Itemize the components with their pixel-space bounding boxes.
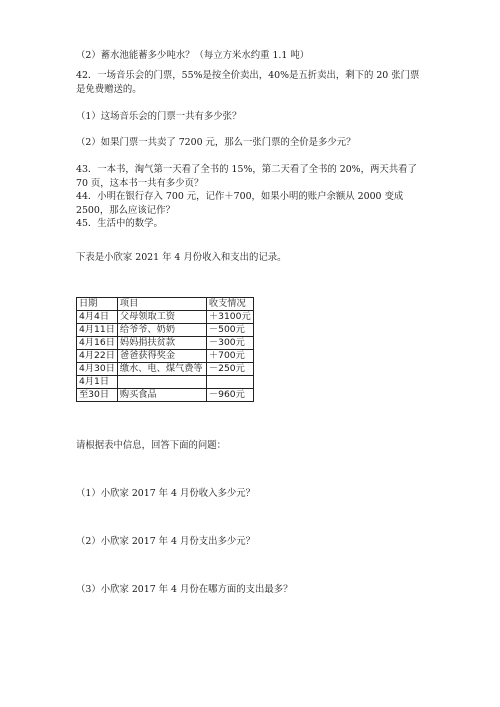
date-cell: 至30日 [77,389,118,402]
income-expense-table [76,297,254,402]
amount-cell: ＋3100元 [206,311,253,324]
item-cell [117,376,206,389]
table-row [77,337,254,350]
column-header-item: 项目 [117,298,206,311]
question-42-part-1: （1）这场音乐会的门票一共有多少张？ [76,111,242,122]
amount-cell: －300元 [206,337,253,350]
item-cell: 妈妈捐扶贫款 [117,337,206,350]
question-41-part-2: （2）蓄水池能蓄多少吨水？（每立方米水约重 1.1 吨） [76,50,310,61]
table-row [77,389,254,402]
question-45-part-3: （3）小欣家 2017 年 4 月份在哪方面的支出最多？ [76,584,293,595]
table-instruction: 请根据表中信息，回答下面的问题： [76,440,227,451]
table-row [77,311,254,324]
column-header-date: 日期 [77,298,118,311]
table-intro: 下表是小欣家 2021 年 4 月份收入和支出的记录。 [76,252,287,263]
amount-cell: ＋700元 [206,350,253,363]
question-44-text-continued: 2500，那么应该记作？ [76,205,175,216]
date-cell: 4月11日 [77,324,118,337]
question-43-text-continued: 70 页，这本书一共有多少页？ [76,178,204,189]
table-row [77,324,254,337]
amount-cell: －500元 [206,324,253,337]
date-cell: 4月22日 [77,350,118,363]
date-cell: 4月30日 [77,363,118,376]
amount-cell: －250元 [206,363,253,376]
item-cell: 购买食品 [117,389,206,402]
question-43-text: 43．一本书，淘气第一天看了全书的 15%，第二天看了全书的 20%，两天共看了 [76,164,417,175]
date-cell: 4月16日 [77,337,118,350]
table-row [77,350,254,363]
item-cell: 爸爸获得奖金 [117,350,206,363]
table-row [77,376,254,389]
question-42-text-continued: 是免费赠送的。 [76,84,142,95]
item-cell: 父母领取工资 [117,311,206,324]
date-cell: 4月4日 [77,311,118,324]
question-42-part-2: （2）如果门票一共卖了 7200 元，那么一张门票的全价是多少元？ [76,137,356,148]
date-cell: 4月1日 [77,376,118,389]
table-header-row [77,298,254,311]
question-45-part-1: （1）小欣家 2017 年 4 月份收入多少元？ [76,488,255,499]
column-header-amount: 收支情况 [206,298,253,311]
question-45-title: 45．生活中的数学。 [76,218,163,229]
amount-cell: －960元 [206,389,253,402]
item-cell: 给爷爷、奶奶 [117,324,206,337]
item-cell: 缴水、电、煤气费等 [117,363,206,376]
table-row [77,363,254,376]
amount-cell [206,376,253,389]
question-45-part-2: （2）小欣家 2017 年 4 月份支出多少元？ [76,536,255,547]
question-42-text: 42．一场音乐会的门票，55%是按全价卖出，40%是五折卖出，剩下的 20 张门票 [76,70,420,81]
question-44-text: 44．小明在银行存入 700 元，记作＋700，如果小明的账户余额从 2000 变成 [76,191,404,202]
